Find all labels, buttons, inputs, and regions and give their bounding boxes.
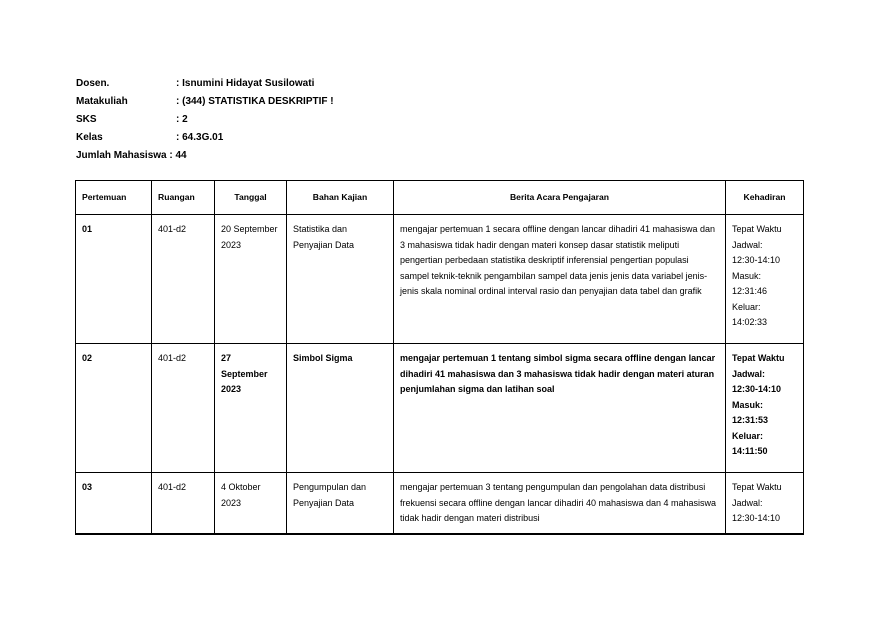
cell-ruangan: 401-d2 (152, 473, 215, 535)
course-info (76, 75, 334, 165)
teaching-log-table (75, 180, 804, 535)
cell-tanggal: 20 September 2023 (215, 215, 287, 344)
header-berita-acara: Berita Acara Pengajaran (394, 181, 726, 215)
cell-berita-acara: mengajar pertemuan 1 tentang simbol sigma secara offline dengan lancar dihadiri 41 mahasiswa dan 3 mahasiswa tidak hadir dengan materi aturan penjumlahan sigma dan latihan soal (394, 344, 726, 473)
header-ruangan: Ruangan (152, 181, 215, 215)
cell-berita-acara: mengajar pertemuan 3 tentang pengumpulan dan pengolahan data distribusi frekuensi secara offline dengan lancar dihadiri 40 mahasiswa dan 4 mahasiswa tidak hadir dengan materi distribusi (394, 473, 726, 535)
cell-bahan-kajian: Simbol Sigma (287, 344, 394, 473)
cell-pertemuan: 03 (76, 473, 152, 535)
table-row (76, 215, 804, 344)
header-bahan-kajian: Bahan Kajian (287, 181, 394, 215)
cell-kehadiran: Tepat Waktu Jadwal: 12:30-14:10 Masuk: 12:31:46 Keluar: 14:02:33 (726, 215, 804, 344)
cell-kehadiran: Tepat Waktu Jadwal: 12:30-14:10 (726, 473, 804, 535)
info-value: : (344) STATISTIKA DESKRIPTIF ! (176, 96, 334, 107)
info-jumlah-mahasiswa (76, 147, 187, 165)
table-header-row (76, 181, 804, 215)
cell-kehadiran: Tepat Waktu Jadwal: 12:30-14:10 Masuk: 12:31:53 Keluar: 14:11:50 (726, 344, 804, 473)
info-value: : Isnumini Hidayat Susilowati (176, 78, 315, 89)
header-tanggal: Tanggal (215, 181, 287, 215)
cell-pertemuan: 01 (76, 215, 152, 344)
info-sks (76, 111, 187, 129)
header-kehadiran: Kehadiran (726, 181, 804, 215)
table-row (76, 344, 804, 473)
info-label: Kelas (76, 132, 103, 143)
info-kelas (76, 129, 224, 147)
cell-tanggal: 27 September 2023 (215, 344, 287, 473)
cell-bahan-kajian: Statistika dan Penyajian Data (287, 215, 394, 344)
table-row (76, 473, 804, 535)
info-label: Matakuliah (76, 96, 128, 107)
cell-pertemuan: 02 (76, 344, 152, 473)
cell-tanggal: 4 Oktober 2023 (215, 473, 287, 535)
info-matakuliah (76, 93, 334, 111)
cell-berita-acara: mengajar pertemuan 1 secara offline dengan lancar dihadiri 41 mahasiswa dan 3 mahasiswa tidak hadir dengan materi konsep dasar statistik meliputi pengertian perbedaan statistika deskriptif inferensial pengertian populasi sampel teknik-teknik pengambilan sampel data jenis jenis data variabel jenis-jenis skala nominal ordinal interval rasio dan penyajian data tabel dan grafik (394, 215, 726, 344)
info-value: : 44 (169, 150, 187, 161)
info-label: SKS (76, 114, 97, 125)
cell-ruangan: 401-d2 (152, 215, 215, 344)
info-label: Jumlah Mahasiswa (76, 150, 167, 161)
info-value: : 64.3G.01 (176, 132, 224, 143)
info-value: : 2 (176, 114, 188, 125)
info-dosen (76, 75, 315, 93)
cell-bahan-kajian: Pengumpulan dan Penyajian Data (287, 473, 394, 535)
info-label: Dosen. (76, 78, 110, 89)
header-pertemuan: Pertemuan (76, 181, 152, 215)
cell-ruangan: 401-d2 (152, 344, 215, 473)
